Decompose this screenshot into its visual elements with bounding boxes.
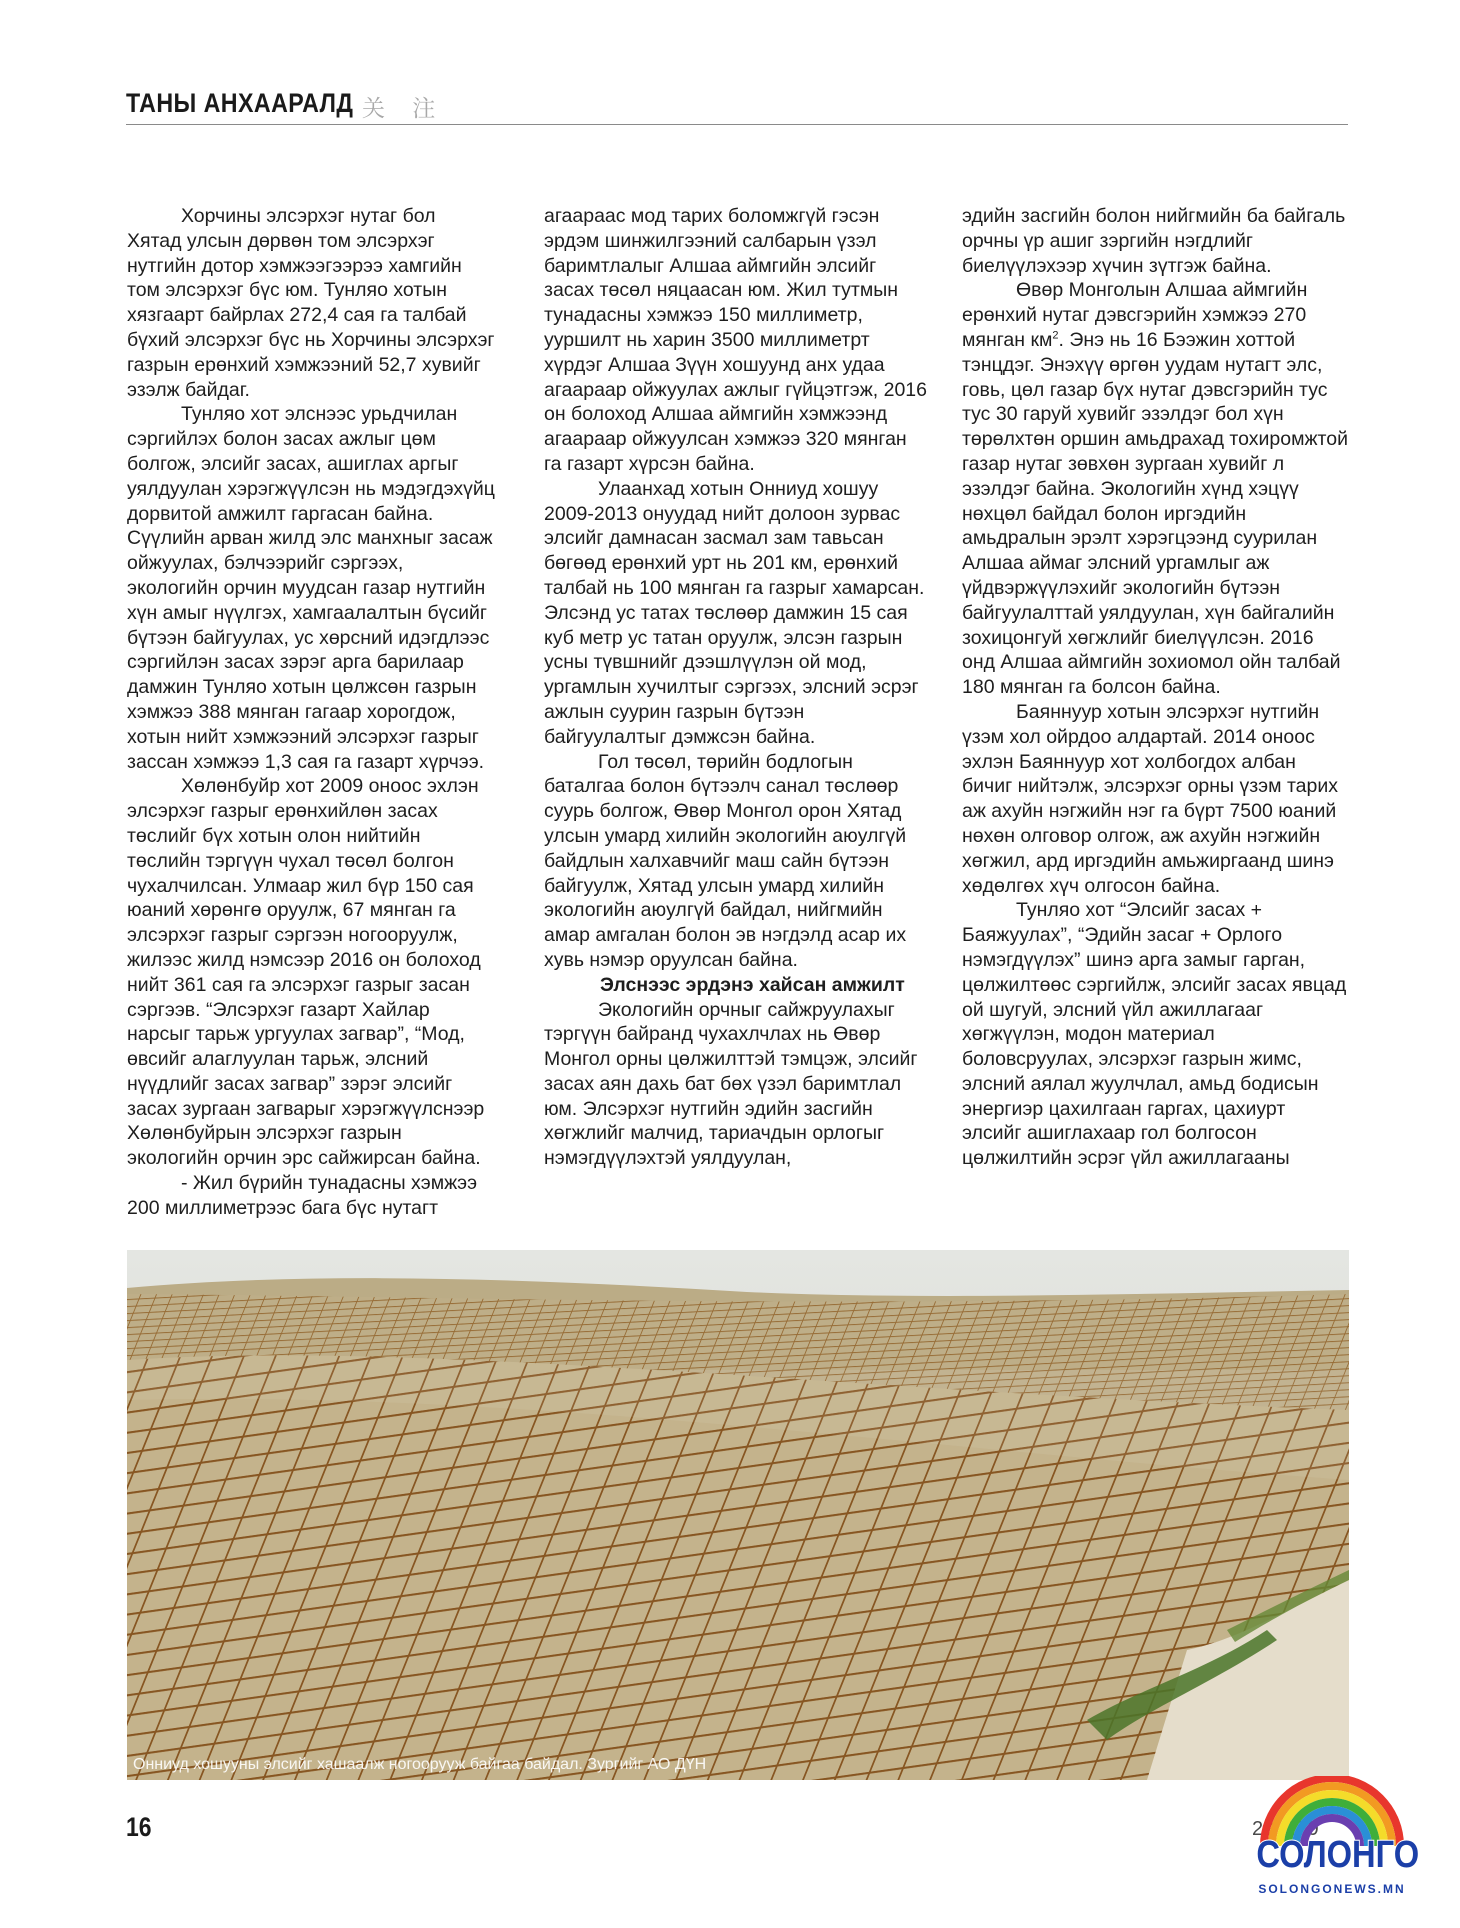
- text-run: . Энэ нь 16 Бээжин хоттой тэнцдэг. Энэхүү өргөн уудам нутагт элс, говь, цөл газар бүх нутаг дэвсгэрийн тус тус 30 гаруй хувийг эзэлдэг бол хүн төрөлхтөн оршин амьдрахад тохиромжтой газар нутаг зөвхөн зургаан хувийг л эзэлдэг байна. Экологийн хүнд хэцүү нөхцөл байдал болон иргэдийн амьдралын эрэлт хэрэгцээнд суурилан Алшаа аймаг элсний ургамлыг аж үйдвэржүүлэхийг экологийн бүтээн байгуулалттай уялдуулан, хүн байгалийн зохицонгуй хөгжлийг биелүүлсэн. 2016 онд Алшаа аймгийн зохиомол ойн талбай 180 мянган га болсон байна.: [962, 328, 1348, 699]
- paragraph: Хорчины элсэрхэг нутаг бол Хятад улсын дөрвөн том элсэрхэг нутгийн дотор хэмжээгээрээ хамгийн том элсэрхэг бүс юм. Тунляо хотын хязгаарт байрлах 272,4 сая га талбай бүхий элсэрхэг бүс нь Хорчины элсэрхэг газрын ерөнхий хэмжээний 52,7 хувийг эзэлж байдаг.: [127, 205, 495, 401]
- paragraph: эдийн засгийн болон нийгмийн ба байгаль орчны үр ашиг зэргийн нэгдлийг биелүүлэхээр хүчин зүтгэж байна.: [962, 205, 1346, 277]
- section-subtitle: 关 注: [362, 96, 446, 122]
- superscript: 2: [1052, 329, 1059, 342]
- paragraph: Тунляо хот элснээс урьдчилан сэргийлэх болон засах ажлыг цөм болгож, элсийг засах, ашиглах аргыг уялдуулан хэрэгжүүлсэн нь мэдэгдэхүйц дорвитой амжилт гаргасан байна. Сүүлийн арван жилд элс манхныг засаж ойжуулах, бэлчээрийг сэргээх, экологийн орчин муудсан газар нутгийн хүн амыг нүүлгэх, хамгаалалтын бүсийг бүтээн байгуулах, ус хөрсний идэгдлээс сэргийлэн засах зэрэг арга барилаар дамжин Тунляо хотын цөлжсөн газрын хэмжээ 388 мянган гагаар хорогдож, хотын нийт хэмжээний элсэрхэг газрыг зассан хэмжээ 1,3 сая га газарт хүрчээ.: [127, 403, 495, 773]
- page-number: 16: [126, 1812, 152, 1842]
- article-column-3: [962, 204, 1350, 1171]
- section-subheading: Элснээс эрдэнэ хайсан амжилт: [600, 973, 905, 996]
- photo-illustration: [127, 1250, 1349, 1780]
- photo-caption: Онниуд хошууны элсийг хашаалж ногоорууж байгаа байдал. Зургийг АО ДҮН: [133, 1756, 707, 1773]
- issue-number: 20 /279: [1252, 1818, 1319, 1840]
- paragraph: [962, 278, 1350, 700]
- paragraph: Баяннуур хотын элсэрхэг нутгийн үзэм хол ойрдоо алдартай. 2014 оноос эхлэн Баяннуур хот холбогдох албан бичиг нийтэлж, элсэрхэг орны үзэм тарих аж ахуйн нэгжийн нэг га бүрт 7500 юаний нөхөн олговор олгож, аж ахуйн нэгжийн хөгжил, ард иргэдийн амьжиргаанд шинэ хөдөлгөх хүч олгосон байна.: [962, 700, 1338, 897]
- paragraph: - Жил бүрийн тунадасны хэмжээ 200 миллиметрээс бага бүс нутагт: [127, 1172, 478, 1219]
- paragraph: Тунляо хот “Элсийг засах + Баяжуулах”, “Эдийн засаг + Орлого нэмэгдүүлэх” шинэ арга замыг гарган, цөлжилтөөс сэргийлж, элсийг засах явцад ой шугуй, элсний үйл ажиллагааг хөгжүүлэн, модон материал боловсруулах, элсэрхэг газрын жимс, элсний аялал жуулчлал, амьд бодисын энергиэр цахилгаан гаргах, цахиурт элсийг ашиглахаар гол болгосон цөлжилтийн эсрэг үйл ажиллагааны: [962, 899, 1347, 1170]
- text-run: Өвөр Монголын Алшаа аймгийн ерөнхий нутаг дэвсгэрийн хэмжээ 270 мянган км: [962, 279, 1308, 351]
- paragraph: Гол төсөл, төрийн бодлогын баталгаа болон бүтээлч санал төслөөр суурь болгож, Өвөр Монгол орон Хятад улсын умард хилийн экологийн аюулгүй байдлын халхавчийг маш сайн бүтээн байгуулж, Хятад улсын умард хилийн экологийн аюулгүй байдал, нийгмийн амар амгалан болон эв нэгдэлд асар их хувь нэмэр оруулсан байна.: [544, 750, 907, 971]
- paragraph: Улаанхад хотын Онниуд хошуу 2009-2013 онуудад нийт долоон зурвас элсийг дамнасан засмал зам тавьсан бөгөөд ерөнхий урт нь 201 км, ерөнхий талбай нь 100 мянган га газрыг хамарсан. Элсэнд ус татах төслөөр дамжин 15 сая куб метр ус татан оруулж, элсэн газрын усны түвшнийг дээшлүүлэн ой мод, ургамлын хучилтыг сэргээх, элсний эсрэг ажлын суурин газрын бүтээн байгуулалтыг дэмжсэн байна.: [544, 477, 925, 748]
- solongo-logo[interactable]: [1244, 1776, 1420, 1910]
- logo-url: SOLONGONEWS.MN: [1258, 1882, 1406, 1896]
- paragraph: Экологийн орчныг сайжруулахыг тэргүүн байранд чухахлчлах нь Өвөр Монгол орны цөлжилттэй тэмцэж, элсийг засах аян дахь бат бөх үзэл баримтлал юм. Элсэрхэг нутгийн эдийн засгийн хөгжлийг малчид, тариачдын орлогыг нэмэгдүүлэхтэй уялдуулан,: [544, 998, 918, 1170]
- article-column-2: [544, 204, 927, 1171]
- paragraph: агаараас мод тарих боломжгүй гэсэн эрдэм шинжилгээний салбарын үзэл баримтлалыг Алшаа аймгийн элсийг засах төсөл няцаасан юм. Жил тутмын тунадасны хэмжээ 150 миллиметр, ууршилт нь харин 3500 миллиметрт хүрдэг Алшаа Зүүн хошуунд анх удаа агаараар ойжуулах ажлыг гүйцэтгэж, 2016 он болоход Алшаа аймгийн хэмжээнд агаараар ойжуулсан хэмжээ 320 мянган га газарт хүрсэн байна.: [544, 205, 927, 475]
- desert-grid-photo: [127, 1250, 1349, 1780]
- section-header: [126, 88, 1348, 125]
- logo-wordmark: СОЛОНГО: [1256, 1834, 1420, 1876]
- section-title: ТАНЫ АНХААРАЛД: [126, 88, 354, 118]
- article-column-1: [127, 204, 495, 1221]
- paragraph: Хөлөнбуйр хот 2009 оноос эхлэн элсэрхэг газрыг ерөнхийлөн засах төслийг бүх хотын олон нийтийн төслийн тэргүүн чухал төсөл болгон чухалчилсан. Улмаар жил бүр 150 сая юаний хөрөнгө оруулж, 67 мянган га элсэрхэг газрыг сэргээн ногооруулж, жилээс жилд нэмсээр 2016 он болоход нийт 361 сая га элсэрхэг газрыг засан сэргээв. “Элсэрхэг газарт Хайлар нарсыг тарьж ургуулах загвар”, “Мод, өвсийг алаглуулан тарьж, элсний нүүдлийг засах загвар” зэрэг элсийг засах зургаан загварыг хэрэгжүүлснээр Хөлөнбуйрын элсэрхэг газрын экологийн орчин эрс сайжирсан байна.: [127, 775, 485, 1170]
